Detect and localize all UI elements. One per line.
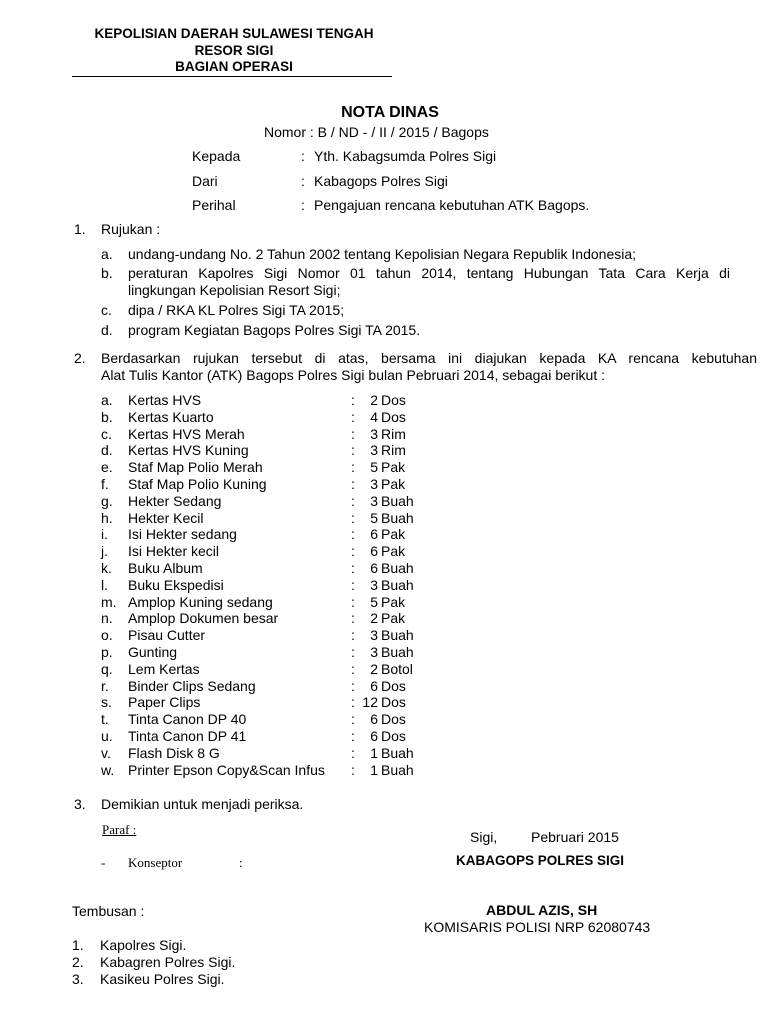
item-unit: Rim bbox=[381, 425, 406, 442]
list-item-text: dipa / RKA KL Polres Sigi TA 2015; bbox=[128, 302, 345, 318]
item-colon: : bbox=[351, 442, 355, 459]
list-item bbox=[101, 392, 441, 409]
item-quantity: 3 bbox=[370, 442, 378, 459]
item-quantity: 3 bbox=[370, 643, 378, 660]
meta-label-dari: Dari bbox=[192, 173, 218, 189]
item-name: Printer Epson Copy&Scan Infus bbox=[128, 761, 325, 778]
item-letter: r. bbox=[101, 677, 109, 694]
item-unit: Dos bbox=[381, 694, 406, 711]
tembusan-item: Kabagren Polres Sigi. bbox=[100, 954, 236, 970]
item-quantity: 5 bbox=[370, 459, 378, 476]
item-name: Buku Ekspedisi bbox=[128, 576, 224, 593]
item-colon: : bbox=[351, 660, 355, 677]
item-colon: : bbox=[351, 392, 355, 408]
list-item bbox=[101, 459, 441, 476]
item-unit: Dos bbox=[381, 392, 406, 408]
item-quantity: 6 bbox=[370, 727, 378, 744]
item-unit: Buah bbox=[381, 509, 414, 526]
section-text: Berdasarkan rujukan tersebut di atas, bersama ini diajukan kepada KA rencana kebutuhan bbox=[101, 350, 757, 366]
meta-colon: : bbox=[301, 173, 305, 189]
item-name: Hekter Sedang bbox=[128, 492, 222, 509]
item-name: Amplop Dokumen besar bbox=[128, 610, 279, 627]
item-unit: Pak bbox=[381, 543, 406, 560]
item-quantity: 2 bbox=[370, 392, 378, 408]
meta-label-perihal: Perihal bbox=[192, 197, 236, 213]
item-colon: : bbox=[351, 559, 355, 576]
item-colon: : bbox=[351, 459, 355, 476]
signature-place: Sigi, bbox=[470, 829, 498, 845]
signature-date: Pebruari 2015 bbox=[531, 829, 619, 845]
item-colon: : bbox=[351, 610, 355, 627]
item-letter: b. bbox=[101, 408, 113, 425]
list-item-text: undang-undang No. 2 Tahun 2002 tentang Kepolisian Negara Republik Indonesia; bbox=[128, 246, 637, 262]
item-letter: j. bbox=[101, 543, 108, 560]
document-title: NOTA DINAS bbox=[341, 104, 439, 121]
item-letter: m. bbox=[101, 593, 117, 610]
item-name: Gunting bbox=[128, 643, 178, 660]
item-colon: : bbox=[351, 543, 355, 560]
item-name: Staf Map Polio Kuning bbox=[128, 475, 267, 492]
item-unit: Pak bbox=[381, 593, 406, 610]
list-item bbox=[101, 694, 441, 711]
atk-items-list bbox=[101, 392, 441, 778]
list-item bbox=[101, 644, 441, 661]
item-name: Pisau Cutter bbox=[128, 627, 206, 644]
item-name: Tinta Canon DP 40 bbox=[128, 711, 247, 728]
item-quantity: 3 bbox=[370, 576, 378, 593]
item-letter: e. bbox=[101, 459, 113, 476]
tembusan-item: Kapolres Sigi. bbox=[100, 937, 187, 953]
item-letter: n. bbox=[101, 610, 113, 627]
meta-colon: : bbox=[301, 197, 305, 213]
item-quantity: 6 bbox=[370, 711, 378, 728]
item-unit: Buah bbox=[381, 559, 414, 576]
item-unit: Pak bbox=[381, 610, 406, 627]
item-unit: Buah bbox=[381, 576, 414, 593]
paraf-label: Paraf : bbox=[102, 822, 137, 837]
konseptor-colon: : bbox=[239, 855, 243, 870]
list-item bbox=[101, 442, 441, 459]
list-item-text: peraturan Kapolres Sigi Nomor 01 tahun 2014, tentang Hubungan Tata Cara Kerja di bbox=[128, 265, 730, 281]
item-quantity: 6 bbox=[370, 677, 378, 694]
item-unit: Buah bbox=[381, 492, 414, 509]
tembusan-item: Kasikeu Polres Sigi. bbox=[100, 971, 225, 987]
item-letter: h. bbox=[101, 509, 113, 526]
item-colon: : bbox=[351, 576, 355, 593]
list-item bbox=[101, 493, 441, 510]
tembusan-title: Tembusan : bbox=[72, 903, 145, 919]
list-item bbox=[101, 476, 441, 493]
tembusan-number: 3. bbox=[72, 971, 84, 987]
item-letter: u. bbox=[101, 727, 113, 744]
item-colon: : bbox=[351, 475, 355, 492]
item-colon: : bbox=[351, 627, 355, 644]
item-name: Tinta Canon DP 41 bbox=[128, 727, 247, 744]
header-line-3: BAGIAN OPERASI bbox=[175, 59, 293, 74]
item-quantity: 3 bbox=[370, 627, 378, 644]
item-unit: Dos bbox=[381, 711, 406, 728]
signature-title: KABAGOPS POLRES SIGI bbox=[456, 853, 625, 868]
list-item bbox=[101, 560, 441, 577]
item-name: Paper Clips bbox=[128, 694, 201, 711]
item-quantity: 6 bbox=[370, 559, 378, 576]
header-line-2: RESOR SIGI bbox=[194, 43, 274, 58]
item-letter: q. bbox=[101, 660, 113, 677]
item-name: Buku Album bbox=[128, 559, 203, 576]
item-name: Kertas HVS bbox=[128, 392, 202, 408]
item-name: Isi Hekter sedang bbox=[128, 526, 237, 543]
list-item-text: lingkungan Kepolisian Resort Sigi; bbox=[128, 282, 341, 298]
item-name: Staf Map Polio Merah bbox=[128, 459, 263, 476]
item-quantity: 5 bbox=[370, 593, 378, 610]
item-colon: : bbox=[351, 711, 355, 728]
list-item-letter: b. bbox=[101, 265, 113, 281]
section-number: 2. bbox=[74, 350, 86, 366]
item-name: Kertas HVS Kuning bbox=[128, 442, 249, 459]
item-colon: : bbox=[351, 694, 355, 711]
item-letter: f. bbox=[101, 475, 109, 492]
item-name: Amplop Kuning sedang bbox=[128, 593, 273, 610]
item-name: Hekter Kecil bbox=[128, 509, 204, 526]
meta-value-kepada: Yth. Kabagsumda Polres Sigi bbox=[314, 148, 497, 164]
item-colon: : bbox=[351, 492, 355, 509]
list-item bbox=[101, 409, 441, 426]
section-text: Alat Tulis Kantor (ATK) Bagops Polres Sigi bulan Pebruari 2014, sebagai berikut : bbox=[101, 367, 606, 383]
item-unit: Pak bbox=[381, 526, 406, 543]
item-colon: : bbox=[351, 744, 355, 761]
meta-colon: : bbox=[301, 148, 305, 164]
item-colon: : bbox=[351, 425, 355, 442]
item-letter: l. bbox=[101, 576, 108, 593]
item-unit: Buah bbox=[381, 643, 414, 660]
list-item bbox=[101, 745, 441, 762]
item-unit: Rim bbox=[381, 442, 406, 459]
item-unit: Buah bbox=[381, 761, 414, 778]
item-letter: t. bbox=[101, 711, 109, 728]
item-quantity: 2 bbox=[370, 660, 378, 677]
list-item bbox=[101, 728, 441, 745]
item-name: Flash Disk 8 G bbox=[128, 744, 220, 761]
item-name: Binder Clips Sedang bbox=[128, 677, 256, 694]
konseptor-label: Konseptor bbox=[128, 855, 183, 870]
list-item-letter: c. bbox=[101, 302, 112, 318]
item-unit: Pak bbox=[381, 459, 406, 476]
item-quantity: 3 bbox=[370, 475, 378, 492]
item-name: Lem Kertas bbox=[128, 660, 200, 677]
item-letter: g. bbox=[101, 492, 113, 509]
document-number: Nomor : B / ND - / II / 2015 / Bagops bbox=[264, 124, 489, 140]
item-unit: Buah bbox=[381, 744, 414, 761]
item-unit: Dos bbox=[381, 677, 406, 694]
item-letter: o. bbox=[101, 627, 113, 644]
konseptor-dash: - bbox=[101, 855, 106, 870]
closing-text: Demikian untuk menjadi periksa. bbox=[101, 796, 304, 812]
header-underline bbox=[72, 76, 392, 77]
meta-label-kepada: Kepada bbox=[192, 148, 241, 164]
item-quantity: 2 bbox=[370, 610, 378, 627]
item-colon: : bbox=[351, 727, 355, 744]
section-title: Rujukan : bbox=[101, 221, 161, 237]
list-item bbox=[101, 577, 441, 594]
meta-value-perihal: Pengajuan rencana kebutuhan ATK Bagops. bbox=[314, 197, 590, 213]
item-name: Isi Hekter kecil bbox=[128, 543, 220, 560]
item-colon: : bbox=[351, 761, 355, 778]
item-unit: Botol bbox=[381, 660, 413, 677]
item-colon: : bbox=[351, 643, 355, 660]
item-letter: d. bbox=[101, 442, 113, 459]
list-item bbox=[101, 678, 441, 695]
list-item-letter: d. bbox=[101, 322, 113, 338]
list-item bbox=[101, 426, 441, 443]
item-letter: k. bbox=[101, 559, 112, 576]
list-item bbox=[101, 510, 441, 527]
list-item-letter: a. bbox=[101, 246, 113, 262]
item-colon: : bbox=[351, 677, 355, 694]
item-quantity: 3 bbox=[370, 425, 378, 442]
item-quantity: 3 bbox=[370, 492, 378, 509]
signature-name: ABDUL AZIS, SH bbox=[486, 902, 598, 918]
item-quantity: 6 bbox=[370, 543, 378, 560]
item-quantity: 6 bbox=[370, 526, 378, 543]
list-item bbox=[101, 711, 441, 728]
item-letter: i. bbox=[101, 526, 108, 543]
list-item bbox=[101, 594, 441, 611]
signature-rank: KOMISARIS POLISI NRP 62080743 bbox=[424, 919, 651, 935]
item-letter: a. bbox=[101, 392, 113, 408]
item-unit: Dos bbox=[381, 408, 406, 425]
list-item-text: program Kegiatan Bagops Polres Sigi TA 2015. bbox=[128, 322, 421, 338]
item-quantity: 12 bbox=[362, 694, 378, 711]
item-letter: s. bbox=[101, 694, 112, 711]
meta-value-dari: Kabagops Polres Sigi bbox=[314, 173, 448, 189]
list-item bbox=[101, 762, 441, 779]
item-letter: p. bbox=[101, 643, 113, 660]
item-unit: Dos bbox=[381, 727, 406, 744]
item-unit: Buah bbox=[381, 627, 414, 644]
tembusan-number: 1. bbox=[72, 937, 84, 953]
section-number: 3. bbox=[74, 796, 86, 812]
list-item bbox=[101, 627, 441, 644]
list-item bbox=[101, 610, 441, 627]
list-item bbox=[101, 661, 441, 678]
item-colon: : bbox=[351, 408, 355, 425]
header-line-1: KEPOLISIAN DAERAH SULAWESI TENGAH bbox=[94, 26, 374, 41]
item-name: Kertas HVS Merah bbox=[128, 425, 245, 442]
tembusan-number: 2. bbox=[72, 954, 84, 970]
section-number: 1. bbox=[74, 221, 86, 237]
item-colon: : bbox=[351, 526, 355, 543]
item-quantity: 4 bbox=[370, 408, 378, 425]
item-letter: w. bbox=[101, 761, 115, 778]
item-unit: Pak bbox=[381, 475, 406, 492]
list-item bbox=[101, 526, 441, 543]
item-name: Kertas Kuarto bbox=[128, 408, 214, 425]
list-item bbox=[101, 543, 441, 560]
item-colon: : bbox=[351, 593, 355, 610]
item-letter: v. bbox=[101, 744, 111, 761]
item-letter: c. bbox=[101, 425, 112, 442]
item-quantity: 5 bbox=[370, 509, 378, 526]
item-quantity: 1 bbox=[370, 761, 378, 778]
item-colon: : bbox=[351, 509, 355, 526]
item-quantity: 1 bbox=[370, 744, 378, 761]
